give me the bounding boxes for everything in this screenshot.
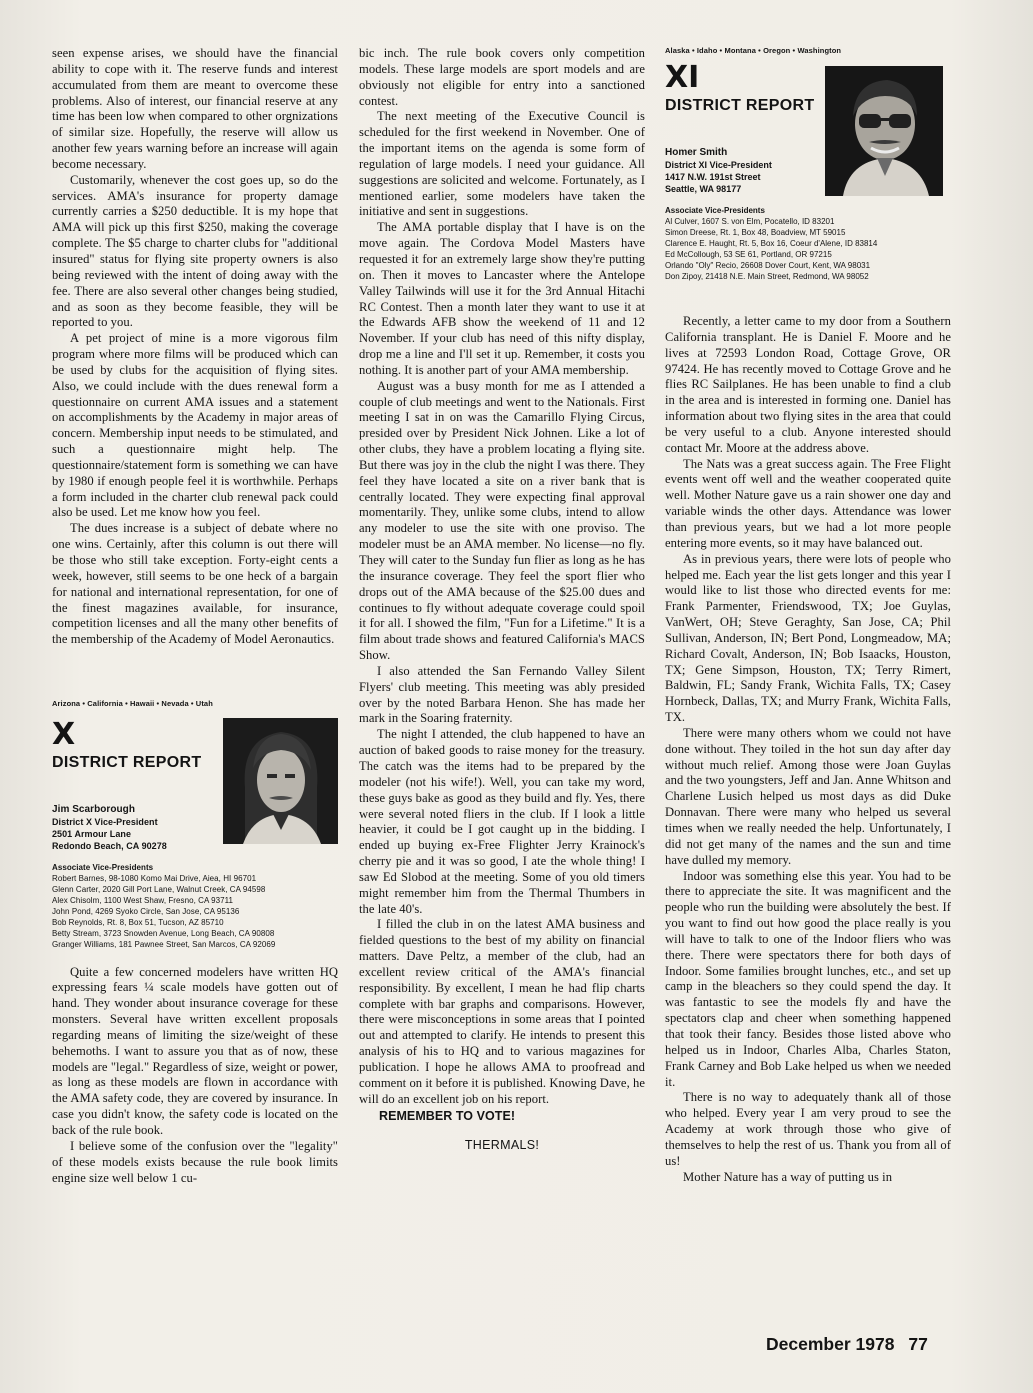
associate-vp: Don Zipoy, 21418 N.E. Main Street, Redmond, WA 98052 [665,272,869,282]
column-middle [359,46,645,1154]
associate-vp: Orlando "Oly" Recio, 26608 Dover Court, Kent, WA 98031 [665,261,871,271]
associate-vp: Clarence E. Haught, Rt. 5, Box 16, Coeur d'Alene, ID 83814 [665,239,878,249]
paragraph: The next meeting of the Executive Council is scheduled for the first weekend in November. One of the important items on the agenda is some form of regulation of large models. I need your guidance. All suggestions are solicited and welcome. Fortunately, as I mentioned earlier, some modelers have taken the initiative and sent in suggestions. [359,109,645,219]
page-number: 77 [908,1334,928,1354]
vp-title: District XI Vice-President [665,160,772,170]
paragraph: bic inch. The rule book covers only competition models. These large models are sport models and are obviously not eligible for entry into a sanctioned contest. [359,46,645,108]
district-xi-box [665,46,943,283]
district-x-vp-photo [223,718,338,844]
district-number: X [52,716,76,752]
associate-vp: Robert Barnes, 98-1080 Komo Mai Drive, Aiea, HI 96701 [52,873,257,883]
associate-vp: Bob Reynolds, Rt. 8, Box 51, Tucson, AZ 85710 [52,918,224,928]
paragraph: Quite a few concerned modelers have written HQ expressing fears ¼ scale models have gotten out of hand. They wonder about insurance coverage for these monsters. Several have written excellent proposals regarding means of limiting the size/weight of these behemoths. I want to assure you that as of now, these models are "legal." Regardless of size, weight or power, as long as these models are flown in accordance with the AMA safety code, they are covered by insurance. In case you didn't know, the safety code is located on the back of the rule book. [52,964,338,1137]
paragraph: seen expense arises, we should have the financial ability to cope with it. The reserve funds and interest accumulated from them are meant to overcome these problems. Also of interest, our financial reserve at any time has been low when compared to other orgnizations of similar size. Hopefully, the reserve will allow us another few years warning before an increase will again become necessary. [52,46,338,171]
paragraph: The AMA portable display that I have is on the move again. The Cordova Model Masters have requested it for an extremely large show they're putting on. Then it moves to Lancaster where the Antelope Valley Tailwinds will use it for the 3rd Annual Hitachi RC Contest. Then a month later they want to use it at the Edwards AFB show the weekend of 11 and 12 November. If your club has need of this nifty display, drop me a line and I'll set it up. Remember, it costs you nothing. It is another part of your AMA membership. [359,220,645,377]
vp-address-line2: Seattle, WA 98177 [665,184,742,194]
issue-date: December 1978 [766,1334,895,1354]
vp-name: Jim Scarborough [52,803,135,815]
vp-address-line2: Redondo Beach, CA 90278 [52,840,167,851]
associate-heading: Associate Vice-Presidents [52,862,154,872]
district-number: XI [665,60,700,95]
paragraph: I also attended the San Fernando Valley Silent Flyers' club meeting. This meeting was ably presided over by the noted Barbara Henon. She has made her mark in the Soaring fraternity. [359,663,645,726]
paragraph: Customarily, whenever the cost goes up, so do the services. AMA's insurance for property damage currently carries a $250 deductible. It is my hope that AMA will pick up this first $250, making the coverage complete. The $5 charge to charter clubs for "additional insured" status for flying site property owners is also being reviewed with the intent of doing away with the fee. There are also several other changes being studied, and as soon as they become feasible, they will be reported to you. [52,172,338,330]
paragraph: I filled the club in on the latest AMA business and fielded questions to the best of my ability on financial matters. Dave Peltz, a member of the club, had an excellent review critical of the AMA's financial responsibility. By excellent, I mean he had flip charts complete with bar graphs and comparisons. However, there were misconceptions in some areas that I pointed out and attempted to clarify. He intends to present this analysis of his to HQ and to various magazines for publication. I hope he allows AMA to proofread and comment on it before it is published. Knowing Dave, he will do an excellent job on his report. [359,917,645,1106]
district-xi-vp-photo [825,66,943,196]
remember-to-vote: REMEMBER TO VOTE! [379,1108,516,1123]
paragraph: Indoor was something else this year. You had to be there to appreciate the site. It was magnificent and the people who run the building were absolutely the best. If you want to find out how good the place really is you will have to talk to one of the Indoor fliers who was there. There were spectators there for both days of Indoor. Some families brought lunches, etc., and set up camp in the bleachers so they could spend the day. It was fantastic to see the models fly and have the spectators clap and cheer when something happened that took their fancy. Besides those listed above who helped us in Indoor, Charles Alba, Charles Staton, Frank Carney and Bob Lake helped us when we needed it. [665,868,951,1089]
vp-name: Homer Smith [665,147,728,158]
paragraph: A pet project of mine is a more vigorous film program where more films will be produced which can be used by clubs for the acquisition of flying sites. Also, we could include with the dues renewal form a questionnaire on current AMA issues and a statement on accomplishments by the Academy in major areas of concern. Membership input needs to be stimulated, and such a questionnaire might help. The questionnaire/statement form is something we can have by 1980 if enough people feel it is worthwhile. Perhaps a form included in the charter club renewal pack could also be used. Let me know how you feel. [52,331,338,520]
district-states: Arizona • California • Hawaii • Nevada • Utah [52,699,213,709]
vp-title: District X Vice-President [52,816,158,827]
paragraph: As in previous years, there were lots of people who helped me. Each year the list gets longer and this year I would like to list those who directed events for me: Frank Parmenter, Friendswood, TX; Joe Guylas, VanWert, OH; Steve Geraghty, San Jose, CA; Phil Sullivan, Anderson, IN; Bert Pond, Longmeadow, MA; Richard Covalt, Anderson, IN; Bob Isaacks, Houston, TX; Gene Simpson, Houston, TX; Terry Rimert, Baldwin, FL; Sandy Frank, Wichita Falls, TX; Casey Hornbeck, Dallas, TX; and Murry Frank, Wichita Falls, TX. [665,551,951,725]
column-left [52,46,338,1186]
paragraph: Mother Nature has a way of putting us in [683,1169,893,1184]
vp-address-line1: 1417 N.W. 191st Street [665,172,761,182]
associate-vp: Glenn Carter, 2020 Gill Port Lane, Walnut Creek, CA 94598 [52,885,266,894]
paragraph: The Nats was a great success again. The Free Flight events went off well and the weather cooperated quite well. Mother Nature gave us a rain shower one day and variable winds the other days. Attendance was lower than previous years, but we had a lot more people entering more events, so it may have balanced out. [665,456,951,550]
paragraph: I believe some of the confusion over the "legality" of these models exists because the rule book limits engine size well below 1 cu- [52,1138,338,1185]
district-title: DISTRICT REPORT [52,753,202,771]
paragraph: The night I attended, the club happened to have an auction of baked goods to raise money for the treasury. The catch was the items had to be prepared by the modeler (not his wife!). Well, you can take my word, these guys bake as good as they build and fly. Yes, there were several noted fliers in the club. If I look a little heavier, it could be I got caught up in the bidding. I ended up buying ex-Free Flighter Jerry Krainock's cherry pie and it was so good, I ate the whole thing! I saw Ed Slobod at the meeting. Some of you old timers might remember him from the Thermal Thumbers in the late 40's. [359,727,645,916]
associate-vp: Betty Stream, 3723 Snowden Avenue, Long Beach, CA 90808 [52,929,275,939]
paragraph: The dues increase is a subject of debate where no one wins. Certainly, after this column is out there will be those who still take exception. Forty-eight cents a week, however, still seems to be one heck of a bargain for national and international representation, for one of the finest magazines available, for insurance, competition licenses and all the many other benefits of the membership of the Academy of Model Aeronautics. [52,521,338,647]
page-footer [766,1334,928,1355]
district-title: DISTRICT REPORT [665,97,815,114]
associate-vp: Simon Dreese, Rt. 1, Box 48, Boadview, MT 59015 [665,228,846,238]
associate-vp: Al Culver, 1607 S. von Elm, Pocatello, ID 83201 [665,217,835,226]
associate-vp: Alex Chisolm, 1100 West Shaw, Fresno, CA 93711 [52,896,234,906]
associate-vp: Granger Williams, 181 Pawnee Street, San Marcos, CA 92069 [52,940,276,950]
associate-heading: Associate Vice-Presidents [665,206,765,215]
paragraph: There were many others whom we could not have done without. They toiled in the hot sun day after day without much relief. Among those were Joan Guylas and the two youngsters, Jeff and Jan. Anne Whitson and Charlene Lusich helped us most days as did Duke Donnavan. There were many who helped us several times when we really needed the help. Unfortunately, I did not get many of the names and the sun and time have dulled my memory. [665,725,951,867]
paragraph: There is no way to adequately thank all of those who helped. Every year I am very proud to see the Academy at work through those who give of themselves to help the rest of us. Thank you from all of us! [665,1090,951,1168]
sign-off: THERMALS! [464,1138,540,1153]
district-states: Alaska • Idaho • Montana • Oregon • Washington [665,46,842,55]
paragraph: Recently, a letter came to my door from a Southern California transplant. He is Daniel F. Moore and he lives at 72593 London Road, Cottage Grove, OR 97424. He has recently moved to Cottage Grove and he flies RC Sailplanes. He has been unable to find a club in the area and is interested in forming one. Daniel has information about two flying sites in the area that could be very useful to a club. Anyone interested should contact Mr. Moore at the address above. [665,314,951,455]
vp-address-line1: 2501 Armour Lane [52,828,131,839]
associate-vp: John Pond, 4269 Syoko Circle, San Jose, CA 95136 [52,907,240,917]
district-x-box [52,696,338,951]
column-right [665,314,951,1185]
paragraph: August was a busy month for me as I attended a couple of club meetings and went to the Nationals. First meeting I sat in on was the Camarillo Flying Circus, presided over by President Nick Johnen. Like a lot of other clubs, they have a problem locating a flying site. But there was joy in the club the night I was there. They feel they have located a site on a river bank that is centrally located. They were expecting final approval momentarily. They, unlike some clubs, intend to allow any modeler to use the site with one proviso. The modeler must be an AMA member. No license—no fly. They will cater to the Sunday fun flier as long as he has the insurance coverage. They feel the sport flier who drops out of the AMA because of the $25.00 dues and continues to fly without adequate coverage could spoil it for all. I showed the film, "Fun for a Lifetime." It is a film about trade shows and featured California's MACS Show. [359,378,645,663]
associate-vp: Ed McCollough, 53 SE 61, Portland, OR 97215 [665,250,832,260]
